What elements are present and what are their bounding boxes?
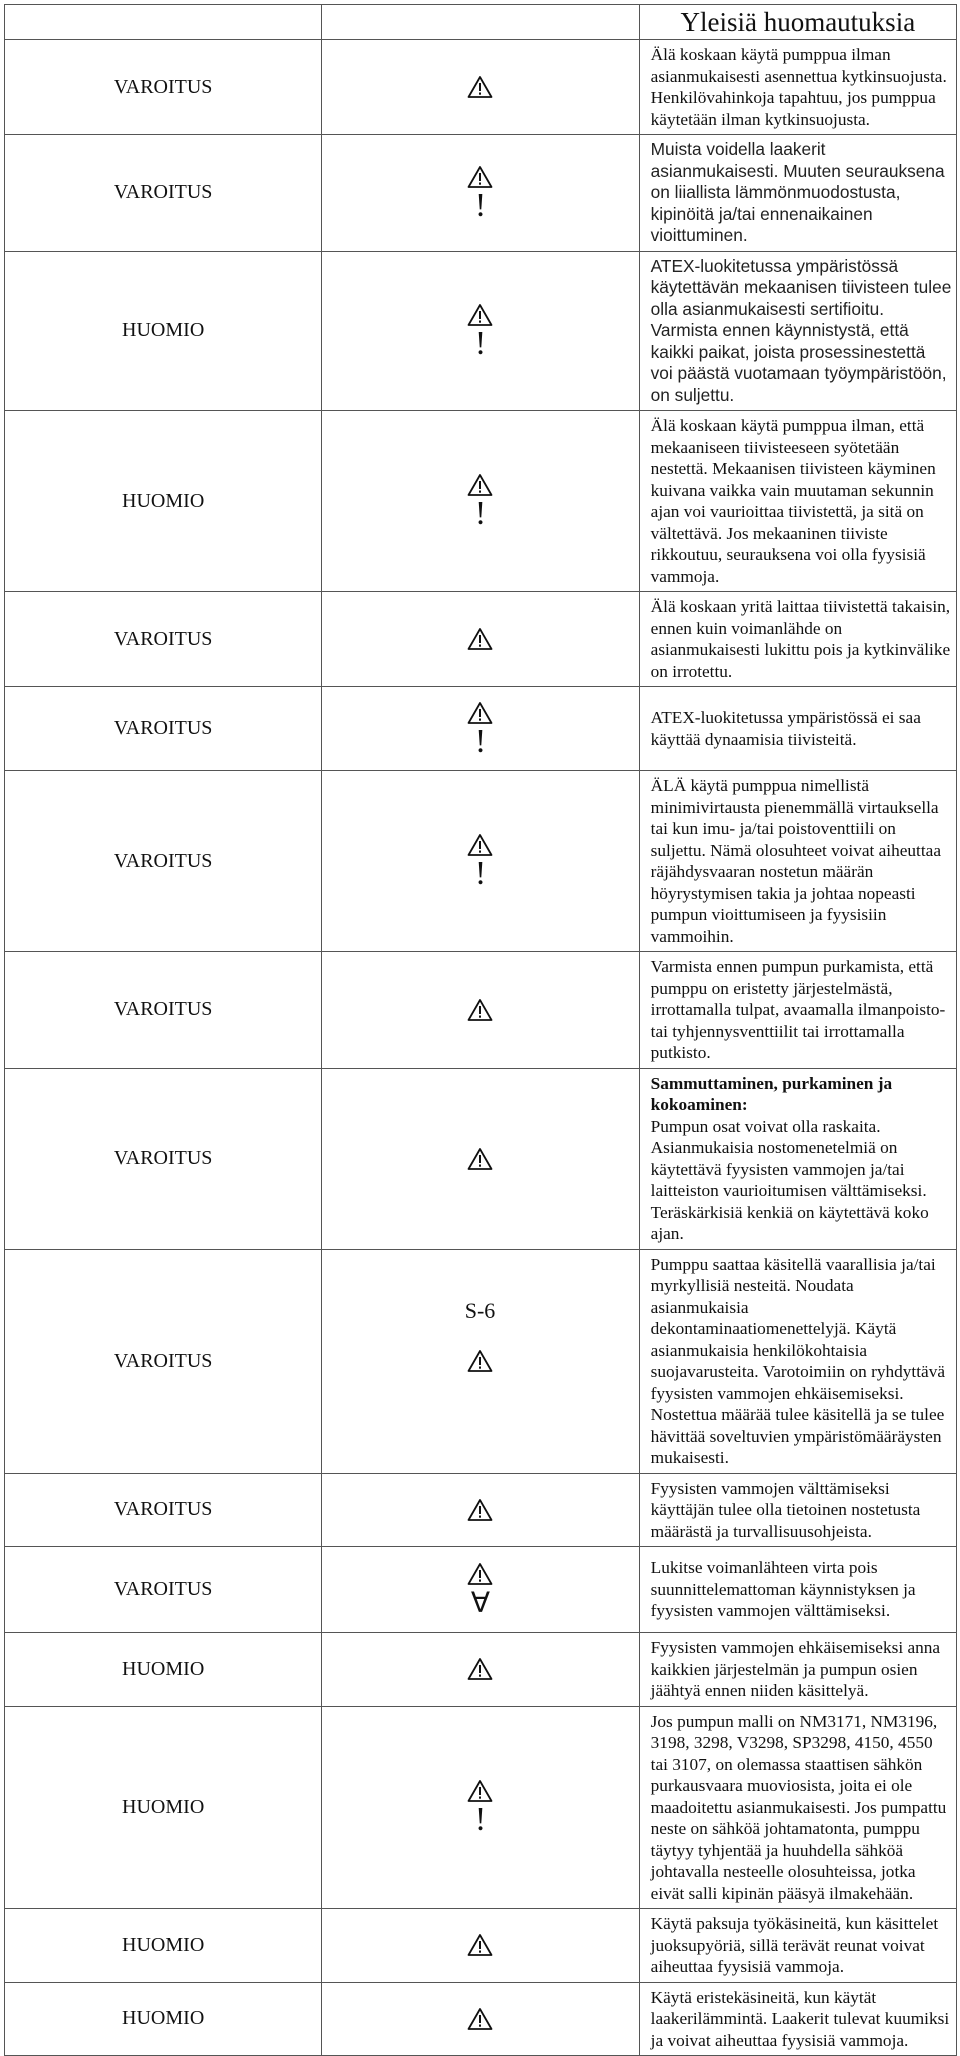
signal-word: HUOMIO [5,1982,322,2056]
signal-word: HUOMIO [5,1633,322,1707]
warning-triangle-icon [322,1498,638,1522]
notice-row [5,411,957,592]
warning-triangle-icon [322,473,638,497]
signal-word: VAROITUS [5,592,322,687]
notice-text: ÄLÄ käytä pumppua nimellistä minimivirtausta pienemmällä virtauksella tai kun imu- ja/tai poistoventtiili on suljettu. Nämä olosuhteet voivat aiheuttaa räjähdysvaaran nostetun määrän höyrystymisen takia ja johtaa nopeasti pumpun vioittumiseen ja fyysisiin vammoihin. [639,771,956,952]
warning-triangle-icon [322,701,638,725]
warning-triangle-icon [322,1349,638,1373]
notice-row [5,952,957,1069]
notice-text: ATEX-luokitetussa ympäristössä ei saa käyttää dynaamisia tiivisteitä. [639,687,956,771]
page-title: Yleisiä huomautuksia [639,5,956,40]
notice-row [5,251,957,411]
exclamation-icon: ! [474,495,487,532]
notice-row [5,1249,957,1473]
document-page [4,4,957,2056]
warning-triangle-icon [322,1562,638,1586]
notice-row [5,135,957,252]
notice-row [5,687,957,771]
exclamation-icon: ! [474,324,487,362]
notice-text: Käytä paksuja työkäsineitä, kun käsittelet juoksupyöriä, sillä terävät reunat voivat aiheuttaa fyysisiä vammoja. [639,1909,956,1983]
notice-text: ATEX-luokitetussa ympäristössä käytettävän mekaanisen tiivisteen tulee olla asianmukaisesti sertifioitu. Varmista ennen käynnistystä, että kaikki paikat, joista prosessinestettä voi päästä vuotamaan työympäristöön, on suljettu. [639,251,956,411]
notice-text: Lukitse voimanlähteen virta pois suunnittelemattoman käynnistyksen ja fyysisten vammojen välttämiseksi. [639,1547,956,1633]
signal-word: VAROITUS [5,1249,322,1473]
signal-word: HUOMIO [5,1706,322,1909]
notice-text: Käytä eristekäsineitä, kun käytät laakerilämmintä. Laakerit tulevat kuumiksi ja voivat aiheuttaa fyysisiä vammoja. [639,1982,956,2056]
warning-triangle-icon [322,75,638,99]
warning-triangle-icon [322,833,638,857]
signal-word: VAROITUS [5,771,322,952]
notice-row [5,1909,957,1983]
notices-table [4,4,957,2056]
notice-text: Pumppu saattaa käsitellä vaarallisia ja/tai myrkyllisiä nesteitä. Noudata asianmukaisia dekontaminaatiomenettelyjä. Käytä asianmukaisia henkilökohtaisia suojavarusteita. Varotoimiin on ryhdyttävä fyysisten vammojen ehkäisemiseksi. Nostettua määrää tulee käsitellä ja se tulee hävittää soveltuvien ympäristömääräysten mukaisesti. [639,1249,956,1473]
exclamation-icon: ! [474,722,487,760]
forall-icon: ∀ [470,1585,491,1619]
signal-word: VAROITUS [5,687,322,771]
exclamation-icon: ! [474,1801,487,1839]
warning-triangle-icon [322,1933,638,1957]
page-number: S-6 [464,1298,496,1323]
notice-row [5,1982,957,2056]
warning-triangle-icon [322,1147,638,1171]
notice-row [5,40,957,135]
notice-text: Älä koskaan yritä laittaa tiivistettä takaisin, ennen kuin voimanlähde on asianmukaisesti lukittu pois ja kytkinvälike on irrotettu. [639,592,956,687]
notice-text: Fyysisten vammojen välttämiseksi käyttäjän tulee olla tietoinen nostetusta määrästä ja turvallisuusohjeista. [639,1473,956,1547]
notice-row [5,592,957,687]
signal-word: VAROITUS [5,40,322,135]
signal-word: HUOMIO [5,411,322,592]
notice-text: Varmista ennen pumpun purkamista, että pumppu on eristetty järjestelmästä, irrottamalla tulpat, avaamalla ilmanpoisto- tai tyhjennysventtiilit tai irrottamalla putkisto. [639,952,956,1069]
notice-row [5,771,957,952]
exclamation-icon: ! [474,186,487,224]
notice-row [5,1633,957,1707]
signal-word: VAROITUS [5,135,322,252]
signal-word: VAROITUS [5,952,322,1069]
notice-text: Älä koskaan käytä pumppua ilman asianmukaisesti asennettua kytkinsuojusta. Henkilövahinkoja tapahtuu, jos pumppua käytetään ilman kytkinsuojusta. [639,40,956,135]
notice-text: Sammuttaminen, purkaminen ja kokoaminen: Pumpun osat voivat olla raskaita. Asianmukaisia nostomenetelmiä on käytettävä fyysisten vammojen ja/tai laitteiston vaurioitumisen välttämiseksi. Teräskärkisiä kenkiä on käytettävä koko ajan. [639,1068,956,1249]
warning-triangle-icon [322,165,638,189]
signal-word: VAROITUS [5,1473,322,1547]
exclamation-icon: ! [474,855,487,892]
notice-text: Älä koskaan käytä pumppua ilman, että mekaaniseen tiivisteeseen syötetään nestettä. Mekaanisen tiivisteen käyminen kuivana vaikka vain muutaman sekunnin ajan voi vaurioittaa tiivistettä, ja sitä on vältettävä. Jos mekaaninen tiiviste rikkoutuu, seurauksena voi olla fyysisiä vammoja. [639,411,956,592]
warning-triangle-icon [322,1779,638,1803]
notice-row [5,1068,957,1249]
section-heading: Sammuttaminen, purkaminen ja kokoaminen: [650,1073,893,1114]
notice-text: Fyysisten vammojen ehkäisemiseksi anna kaikkien järjestelmän ja pumpun osien jäähtyä ennen niiden käsittelyä. [639,1633,956,1707]
warning-triangle-icon [322,627,638,651]
notice-row [5,1473,957,1547]
warning-triangle-icon [322,303,638,327]
title-row [5,5,957,40]
notice-text: Jos pumpun malli on NM3171, NM3196, 3198, 3298, V3298, SP3298, 4150, 4550 tai 3107, on olemassa staattisen sähkön purkausvaara muoviosista, joita ei ole maadoitettu asianmukaisesti. Jos pumpattu neste on sähköä johtamatonta, pumppu täytyy tyhjentää ja huuhdella sähköä johtavalla nesteelle olosuhteissa, jotka eivät salli kipinän pääsyä ilmakehään. [639,1706,956,1909]
warning-triangle-icon [322,998,638,1022]
signal-word: VAROITUS [5,1068,322,1249]
notice-text: Muista voidella laakerit asianmukaisesti. Muuten seurauksena on liiallista lämmönmuodostusta, kipinöitä ja/tai ennenaikainen vioittuminen. [639,135,956,252]
notice-row [5,1547,957,1633]
notice-row [5,1706,957,1909]
signal-word: HUOMIO [5,1909,322,1983]
signal-word: HUOMIO [5,251,322,411]
warning-triangle-icon [322,2007,638,2031]
warning-triangle-icon [322,1657,638,1681]
signal-word: VAROITUS [5,1547,322,1633]
